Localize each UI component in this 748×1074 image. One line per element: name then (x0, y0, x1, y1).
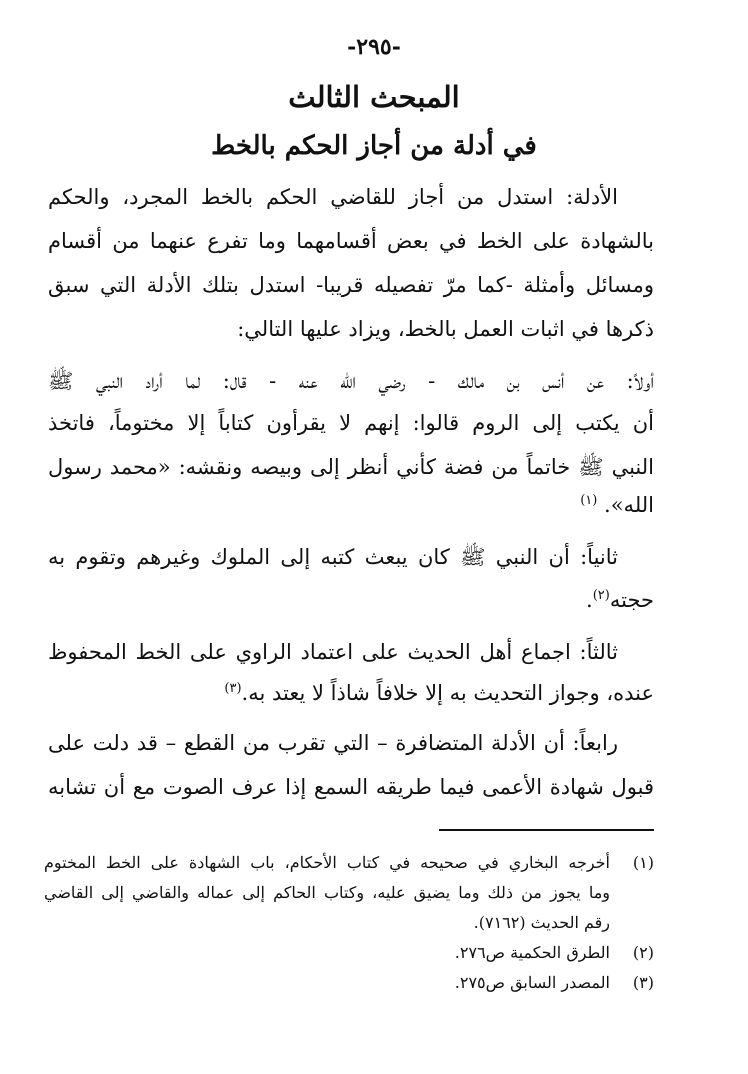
footnote-separator (439, 829, 654, 831)
footnote-1-line-1: أخرجه البخاري في صحيحه في كتاب الأحكام، باب الشهادة على الخط المختوم (44, 853, 610, 872)
para3-period: . (586, 588, 593, 612)
para3-line-1: ثانياً: أن النبي ﷺ كان يبعث كتبه إلى الملوك وغيرهم وتقوم به (48, 545, 618, 569)
footnote-3-line-1: المصدر السابق ص٢٧٥. (454, 973, 610, 992)
footnote-3-number: (٣) (632, 973, 654, 992)
para2-line-4 (48, 493, 654, 517)
footnote-2-number: (٢) (632, 943, 654, 962)
para1-line-1: الأدلة: استدل من أجاز للقاضي الحكم بالخط المجرد، والحكم (48, 185, 618, 209)
para1-line-2: بالشهادة على الخط في بعض أقسامهما وما تفرع عنهما من أقسام (48, 229, 654, 253)
section-heading: المبحث الثالث (288, 80, 460, 114)
para3-line-2-text: حجته (609, 588, 654, 612)
footnote-ref-1[interactable]: (١) (580, 493, 598, 508)
footnote-1-number: (١) (632, 853, 654, 872)
footnote-1-line-3: رقم الحديث (٧١٦٢). (473, 913, 610, 932)
para5-line-1: رابعاً: أن الأدلة المتضافرة – التي تقرب من القطع – قد دلت على (48, 731, 618, 755)
para1-line-4: ذكرها في اثبات العمل بالخط، ويزاد عليها التالي: (237, 317, 654, 341)
para3-line-2 (48, 588, 654, 612)
footnote-1-line-2: وما يجوز من ذلك وما يضيق عليه، وكتاب الحاكم إلى عماله والقاضي إلى القاضي (44, 883, 610, 902)
para4-line-2 (48, 681, 654, 705)
page-number: -٢٩٥- (347, 34, 401, 60)
para4-line-1: ثالثاً: اجماع أهل الحديث على اعتماد الراوي على الخط المحفوظ (48, 640, 618, 664)
footnote-ref-2[interactable]: (٢) (592, 588, 610, 603)
para4-line-2-text: عنده، وجواز التحديث به إلا خلافاً شاذاً لا يعتد به. (241, 681, 654, 705)
para2-line-2: أن يكتب إلى الروم قالوا: إنهم لا يقرأون كتاباً إلا مختوماً، فاتخذ (48, 411, 654, 435)
para2-line-4-text: الله». (604, 493, 654, 517)
footnote-ref-3[interactable]: (٣) (224, 681, 242, 696)
para1-line-3: ومسائل وأمثلة -كما مرّ تفصيله قريبا- استدل بتلك الأدلة التي سبق (48, 273, 654, 297)
para2-line-3: النبي ﷺ خاتماً من فضة كأني أنظر إلى وبيصه ونقشه: «محمد رسول (48, 455, 654, 479)
footnote-2-line-1: الطرق الحكمية ص٢٧٦. (454, 943, 610, 962)
section-subheading: في أدلة من أجاز الحكم بالخط (211, 131, 537, 161)
para5-line-2: قبول شهادة الأعمى فيما طريقه السمع إذا عرف الصوت مع أن تشابه (48, 775, 654, 799)
para2-line-1: أولاً: عن أنس بن مالك - رضي الله عنه - قال: لما أراد النبي ﷺ (48, 369, 654, 393)
